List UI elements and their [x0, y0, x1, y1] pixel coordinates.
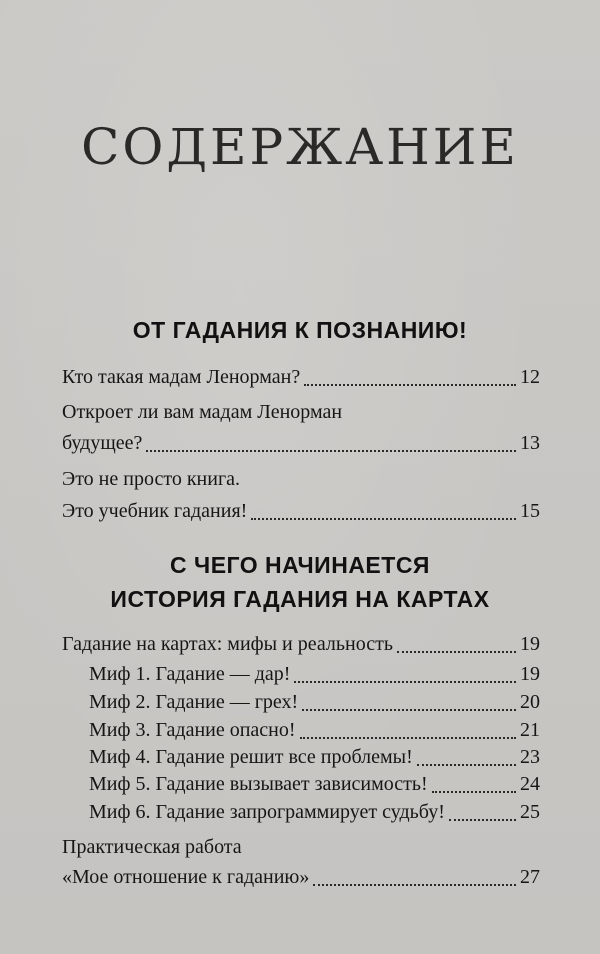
toc-entry[interactable]	[62, 360, 540, 394]
toc-entry[interactable]	[62, 494, 540, 528]
section-heading-2-line2: ИСТОРИЯ ГАДАНИЯ НА КАРТАХ	[110, 586, 490, 612]
dot-leader	[397, 651, 516, 653]
toc-page-number: 19	[520, 663, 540, 685]
toc-page-number: 12	[520, 366, 540, 388]
dot-leader	[417, 764, 516, 766]
toc-page-number: 15	[520, 500, 540, 522]
toc-entry-title-cont: будущее?	[62, 432, 143, 454]
toc-page-number: 23	[520, 746, 540, 768]
section-heading-2-line1: С ЧЕГО НАЧИНАЕТСЯ	[170, 552, 430, 578]
toc-page-number: 25	[520, 801, 540, 823]
toc-page-number: 19	[520, 633, 540, 655]
section-heading-1: ОТ ГАДАНИЯ К ПОЗНАНИЮ!	[132, 317, 468, 343]
dot-leader	[294, 681, 516, 683]
toc-entry-title[interactable]: Откроет ли вам мадам Ленорман	[62, 401, 343, 423]
toc-entry-title-cont: «Мое отношение к гаданию»	[62, 866, 310, 888]
toc-entry[interactable]	[62, 860, 540, 894]
toc-entry-title-cont: Это учебник гадания!	[62, 500, 248, 522]
toc-subentry[interactable]	[89, 795, 540, 829]
toc-entry[interactable]	[62, 627, 540, 661]
dot-leader	[313, 884, 516, 886]
dot-leader	[449, 819, 516, 821]
toc-entry-title: Миф 1. Гадание — дар!	[89, 663, 291, 685]
toc-page-number: 13	[520, 432, 540, 454]
toc-page-number: 21	[520, 719, 540, 741]
toc-entry[interactable]	[62, 426, 540, 460]
dot-leader	[251, 518, 516, 520]
toc-page-number: 27	[520, 866, 540, 888]
dot-leader	[300, 737, 516, 739]
toc-entry-title[interactable]: Практическая работа	[62, 836, 242, 858]
dot-leader	[304, 384, 516, 386]
dot-leader	[432, 791, 516, 793]
toc-entry-title: Миф 6. Гадание запрограммирует судьбу!	[89, 801, 445, 823]
toc-entry-title[interactable]: Это не просто книга.	[62, 468, 241, 490]
dot-leader	[146, 450, 516, 452]
toc-entry-title: Миф 4. Гадание решит все проблемы!	[89, 746, 413, 768]
page-title: СОДЕРЖАНИЕ	[81, 118, 519, 176]
toc-entry-title: Миф 2. Гадание — грех!	[89, 691, 299, 713]
dot-leader	[302, 709, 516, 711]
toc-page-number: 20	[520, 691, 540, 713]
toc-entry-title: Гадание на картах: мифы и реальность	[62, 633, 393, 655]
toc-entry-title: Миф 3. Гадание опасно!	[89, 719, 296, 741]
toc-entry-title: Кто такая мадам Ленорман?	[62, 366, 301, 388]
toc-entry-title: Миф 5. Гадание вызывает зависимость!	[89, 773, 428, 795]
toc-page-number: 24	[520, 773, 540, 795]
